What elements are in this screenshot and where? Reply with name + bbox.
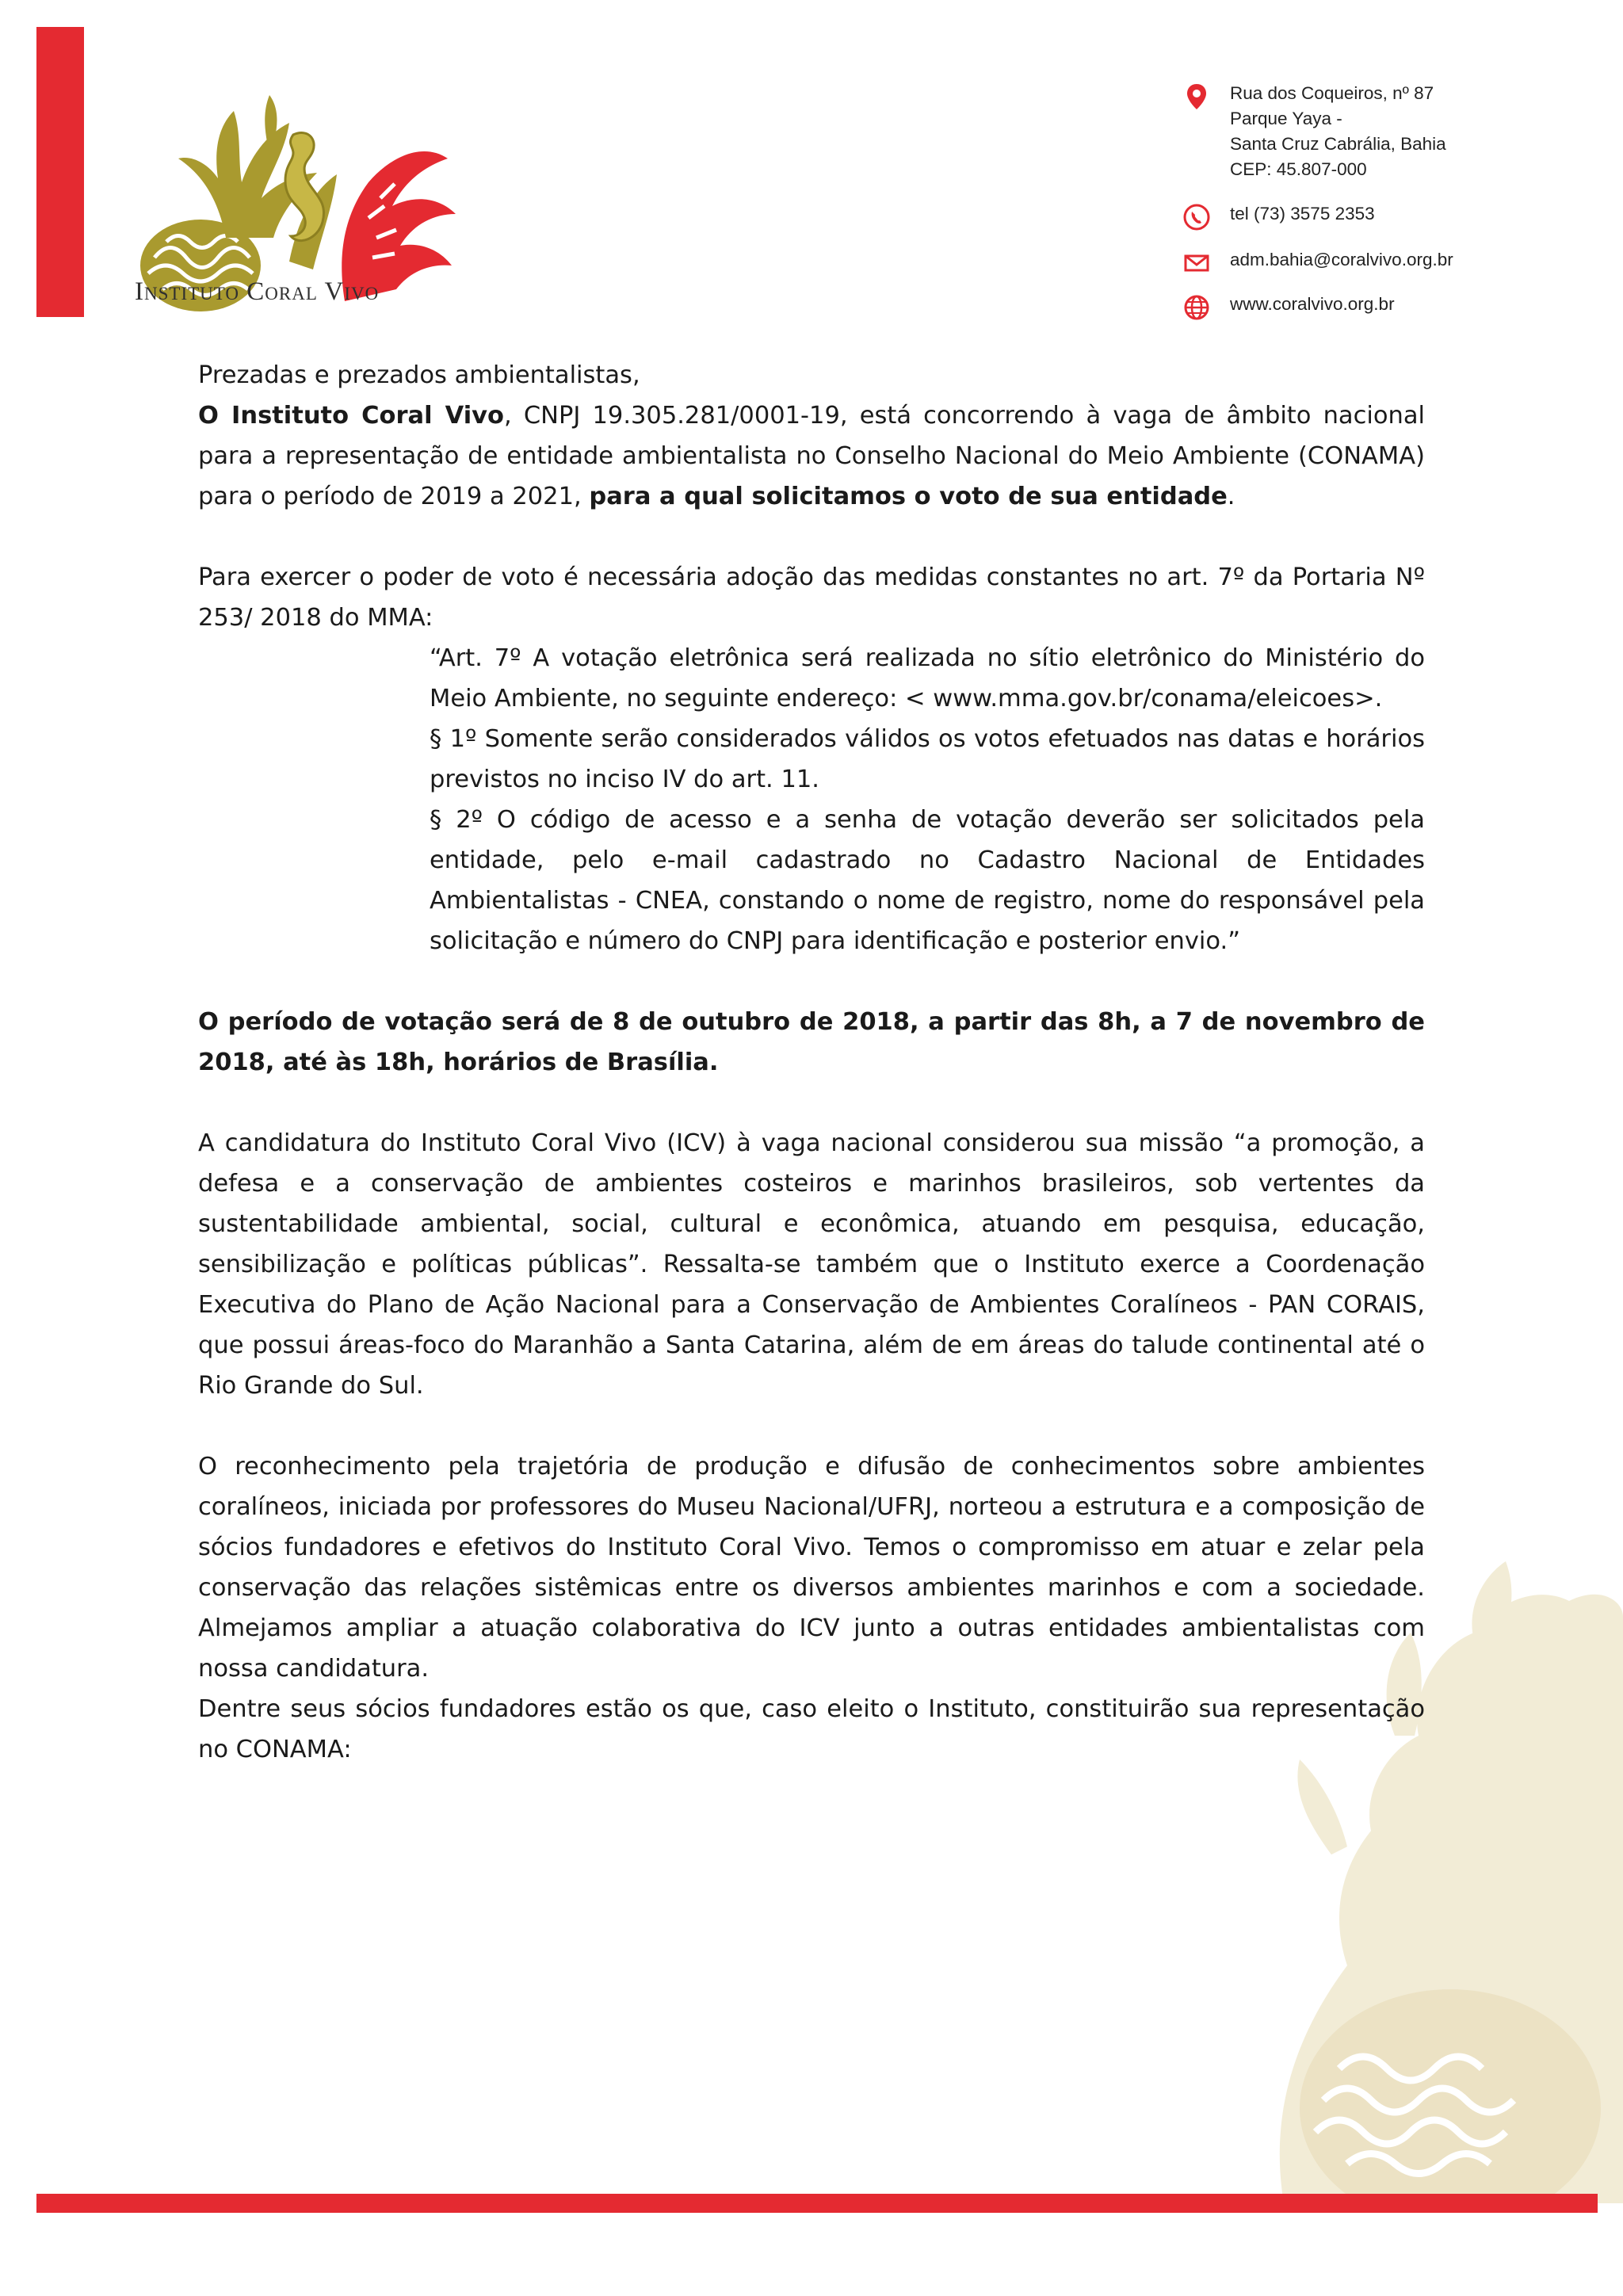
location-pin-icon (1181, 81, 1212, 113)
phone-row (1181, 201, 1375, 233)
quote-paragraph-1: § 1º Somente serão considerados válidos os votos efetuados nas datas e horários previstos no inciso IV do art. 11. (430, 725, 1425, 793)
phone-icon (1181, 201, 1212, 233)
address-row (1181, 81, 1446, 182)
vote-request: para a qual solicitamos o voto de sua entidade (589, 483, 1228, 510)
bottom-accent-bar (36, 2194, 1598, 2213)
phone-text: tel (73) 3575 2353 (1230, 204, 1375, 223)
paragraph-candidacy: A candidatura do Instituto Coral Vivo (ICV) à vaga nacional considerou sua missão “a promoção, a defesa e a conservação de ambientes costeiros e marinhos brasileiros, sob vertentes da sustentabilidade ambiental, social, cultural e econômica, atuando em pesquisa, educação, sensibilização e políticas públicas”. Ressalta-se também que o Instituto exerce a Coordenação Executiva do Plano de Ação Nacional para a Conservação de Ambientes Coralíneos - PAN CORAIS, que possui áreas-foco do Maranhão a Santa Catarina, além de em áreas do talude continental até o Rio Grande do Sul. (198, 1129, 1425, 1400)
greeting: Prezadas e prezados ambientalistas, (198, 361, 640, 389)
email-text[interactable]: adm.bahia@coralvivo.org.br (1230, 250, 1453, 269)
paragraph-founders: Dentre seus sócios fundadores estão os que, caso eleito o Instituto, constituirão sua representação no CONAMA: (198, 1695, 1425, 1763)
website-text[interactable]: www.coralvivo.org.br (1230, 294, 1395, 314)
voting-period-text: O período de votação será de 8 de outubro de 2018, a partir das 8h, a 7 de novembro de 2018, até às 18h, horários de Brasília. (198, 1008, 1425, 1076)
address-line: Rua dos Coqueiros, nº 87 (1230, 83, 1434, 103)
website-row (1181, 292, 1395, 323)
intro-text: , CNPJ 19.305.281/0001-19, está concorrendo à vaga de âmbito nacional para a representação de entidade ambientalista no Conselho Nacional do Meio Ambiente (CONAMA) para o período de 2019 a 2021, (198, 402, 1425, 510)
left-accent-bar (36, 27, 84, 317)
quote-paragraph-2: § 2º O código de acesso e a senha de votação deverão ser solicitados pela entidade, pelo e-mail cadastrado no Cadastro Nacional de Entidades Ambientalistas - CNEA, constando o nome de registro, nome do responsável pela solicitação e número do CNPJ para identificação e posterior envio.” (430, 806, 1425, 955)
address-text (1230, 81, 1446, 182)
logo-wordmark: Instituto Coral Vivo (135, 277, 380, 306)
intro-end: . (1227, 483, 1235, 510)
address-line: CEP: 45.807-000 (1230, 159, 1367, 179)
paragraph-intro (198, 395, 1425, 517)
org-name: O Instituto Coral Vivo (198, 402, 505, 430)
seahorse-icon (285, 133, 324, 241)
letter-body (198, 355, 1425, 1770)
voting-period (198, 1002, 1425, 1083)
paragraph-voting-rules: Para exercer o poder de voto é necessária adoção das medidas constantes no art. 7º da Portaria Nº 253/ 2018 do MMA: (198, 563, 1425, 632)
email-row (1181, 247, 1453, 279)
address-line: Parque Yaya - (1230, 109, 1342, 128)
paragraph-recognition: O reconhecimento pela trajetória de produção e difusão de conhecimentos sobre ambientes coralíneos, iniciada por professores do Museu Nacional/UFRJ, norteou a estrutura e a composição de sócios fundadores e efetivos do Instituto Coral Vivo. Temos o compromisso em atuar e zelar pela conservação das relações sistêmicas entre os diversos ambientes marinhos e com a sociedade. Almejamos ampliar a atuação colaborativa do ICV junto a outras entidades ambientalistas com nossa candidatura. (198, 1453, 1425, 1683)
quote-article: “Art. 7º A votação eletrônica será realizada no sítio eletrônico do Ministério do Meio Ambiente, no seguinte endereço: < www.mma.gov.br/conama/eleicoes>. (430, 644, 1425, 712)
envelope-icon (1181, 247, 1212, 279)
address-line: Santa Cruz Cabrália, Bahia (1230, 134, 1446, 154)
globe-icon (1181, 292, 1212, 323)
